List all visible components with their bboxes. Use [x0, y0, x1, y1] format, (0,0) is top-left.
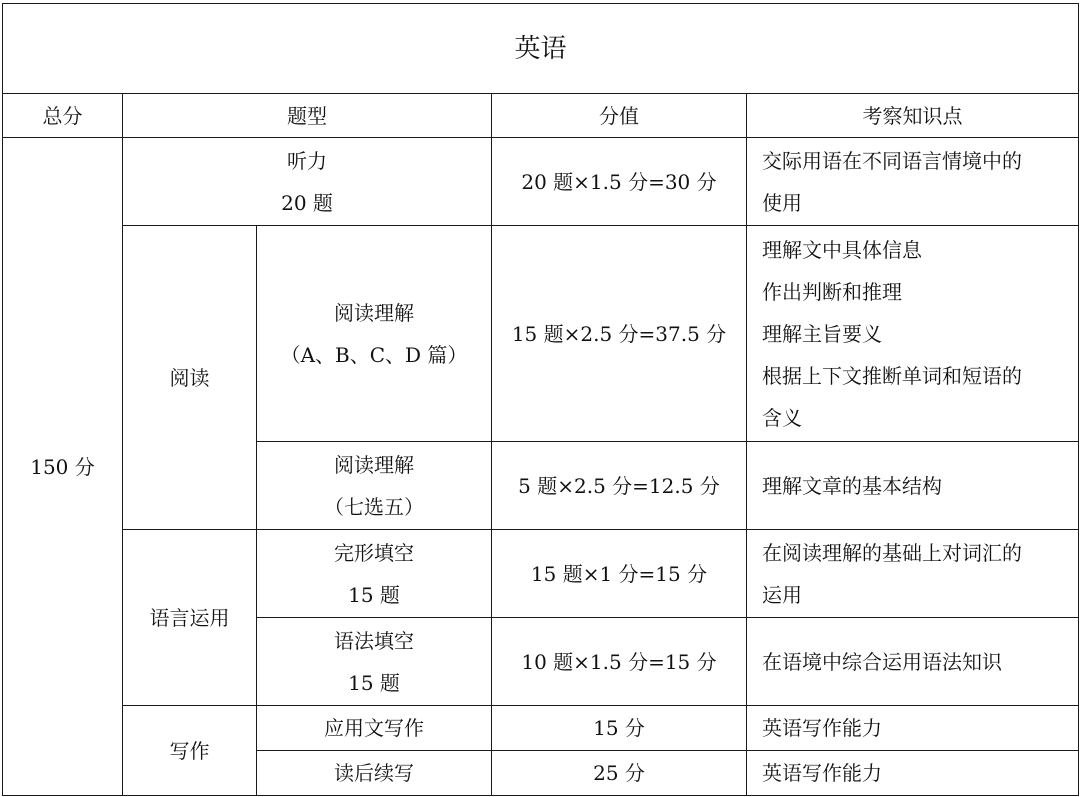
type-cell-continuation-writing: [257, 751, 492, 796]
score-cell-grammar: 10 题×1.5 分=15 分: [492, 618, 747, 706]
table-row-reading-abcd: [3, 226, 1079, 442]
knowledge-cell-continuation-writing: [747, 751, 1079, 796]
knowledge-line: 含义: [762, 405, 802, 430]
knowledge-line: 作出判断和推理: [762, 279, 902, 304]
type-line: 20 题: [281, 190, 333, 215]
score-cell-listening: 20 题×1.5 分=30 分: [492, 138, 747, 226]
knowledge-line: 理解文章的基本结构: [762, 473, 942, 498]
type-line: 阅读理解: [334, 452, 414, 477]
type-line: 15 题: [348, 582, 400, 607]
knowledge-line: 英语写作能力: [762, 761, 882, 785]
table-title: 英语: [3, 4, 1079, 94]
knowledge-cell-reading-abcd: [747, 226, 1079, 442]
type-line: 语法填空: [334, 628, 414, 653]
type-line: 完形填空: [334, 540, 414, 565]
score-cell-continuation-writing: 25 分: [492, 751, 747, 796]
table-row-cloze: [3, 530, 1079, 618]
header-score: 分值: [492, 94, 747, 138]
header-total: 总分: [3, 94, 123, 138]
knowledge-line: 使用: [762, 190, 802, 215]
type-line: 阅读理解: [334, 300, 414, 325]
knowledge-line: 理解主旨要义: [762, 321, 882, 346]
knowledge-line: 运用: [762, 582, 802, 607]
knowledge-line: 理解文中具体信息: [762, 237, 922, 262]
score-cell-reading-seven: 5 题×2.5 分=12.5 分: [492, 442, 747, 530]
total-score-cell: 150 分: [3, 138, 123, 796]
type-line: （A、B、C、D 篇）: [280, 342, 468, 367]
type-cell-cloze: [257, 530, 492, 618]
table-row-listening: [3, 138, 1079, 226]
score-cell-cloze: 15 题×1 分=15 分: [492, 530, 747, 618]
score-cell-reading-abcd: 15 题×2.5 分=37.5 分: [492, 226, 747, 442]
knowledge-cell-cloze: [747, 530, 1079, 618]
type-cell-reading-abcd: [257, 226, 492, 442]
type-cell-reading-seven: [257, 442, 492, 530]
knowledge-cell-reading-seven: [747, 442, 1079, 530]
knowledge-cell-listening: [747, 138, 1079, 226]
knowledge-line: 英语写作能力: [762, 716, 882, 740]
score-cell-practical-writing: 15 分: [492, 706, 747, 751]
group-cell-writing: 写作: [123, 706, 257, 796]
type-line: （七选五）: [324, 494, 424, 519]
knowledge-line: 根据上下文推断单词和短语的: [762, 363, 1022, 388]
knowledge-cell-practical-writing: [747, 706, 1079, 751]
type-cell-practical-writing: [257, 706, 492, 751]
type-line: 应用文写作: [324, 716, 424, 740]
table-row-practical-writing: [3, 706, 1079, 751]
knowledge-line: 在语境中综合运用语法知识: [762, 649, 1002, 674]
type-line: 读后续写: [334, 761, 414, 785]
group-cell-reading: 阅读: [123, 226, 257, 530]
header-knowledge: 考察知识点: [747, 94, 1079, 138]
type-line: 听力: [287, 148, 327, 173]
type-line: 15 题: [348, 670, 400, 695]
type-cell-listening: [123, 138, 492, 226]
group-cell-language-use: 语言运用: [123, 530, 257, 706]
header-type: 题型: [123, 94, 492, 138]
knowledge-line: 交际用语在不同语言情境中的: [762, 148, 1022, 173]
knowledge-cell-grammar: [747, 618, 1079, 706]
knowledge-line: 在阅读理解的基础上对词汇的: [762, 540, 1022, 565]
exam-structure-table: [2, 3, 1079, 796]
type-cell-grammar: [257, 618, 492, 706]
